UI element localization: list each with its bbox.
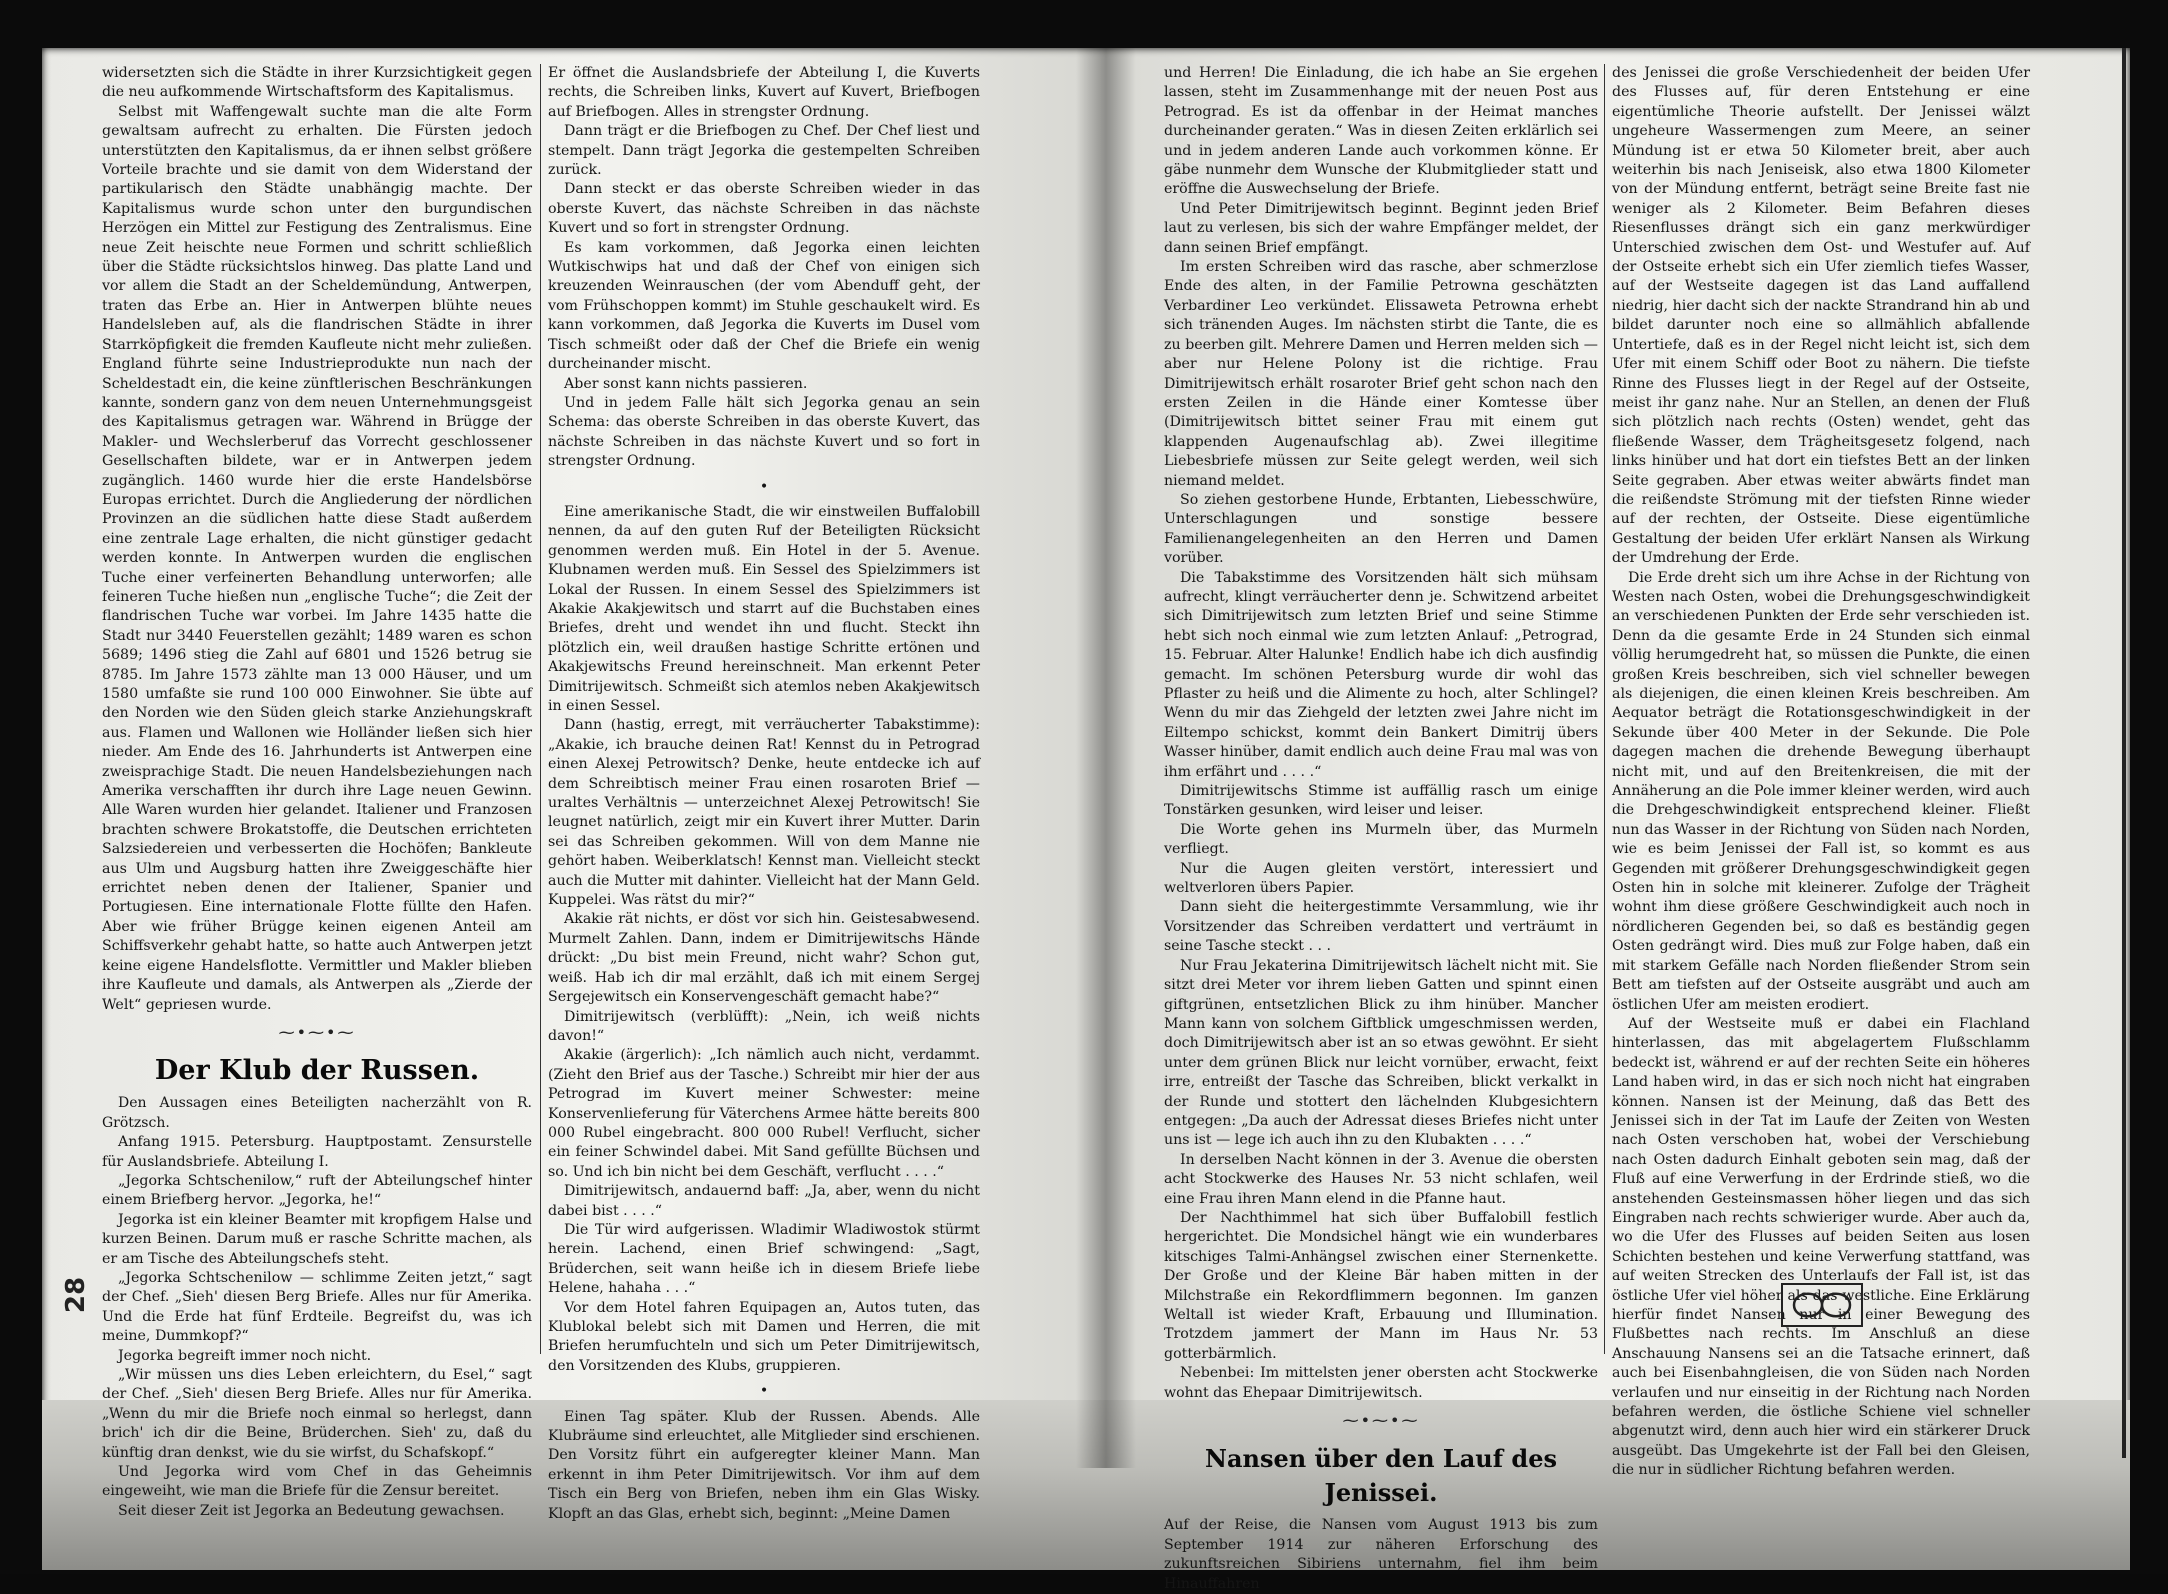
paragraph: So ziehen gestorbene Hunde, Erbtanten, Liebesschwüre, Unterschlagungen und sonstige bessere Familienangelegenheiten an den Herren und Damen vorüber. — [1164, 491, 1598, 567]
column-rule — [540, 64, 541, 1354]
paragraph: Auf der Westseite muß er dabei ein Flachland hinterlassen, das mit abgelagertem Flußschlamm bedeckt ist, während er auf der rechten Seite ein höheres Land haben wird, in das er sich noch nicht hat eingraben können. Nansen ist der Meinung, daß das Bett des Jenissei sich in der Tat im Laufe der Zeiten von Westen nach Osten verschoben hat, wobei der Verschiebung nach Osten dadurch Einhalt geboten sein mag, daß der Fluß auf eine Verwerfung in der Erdrinde stieß, wo die anstehenden Gesteinsmassen höher liegen und das sich Eingraben nach rechts schwieriger wurde. Aber auch da, wo die Ufer des Flusses auf beiden Seiten aus losen Schichten bestehen und keine Verwerfung stattfand, was auf weiten Strecken des Unterlaufs der Fall ist, ist das östliche Ufer viel höher als das westliche. Eine Erklärung hierfür findet Nansen nur in einer Bewegung des Flußbettes nach rechts. Im Anschluß an diese Anschauung Nansens sei an die Tatsache erinnert, daß auch bei Eisenbahngleisen, die von Süden nach Norden verlaufen und nur einseitig in der Richtung nach Norden befahren werden, die östliche Schiene viel schneller abgenutzt wird, denn auch hier wird ein stärkerer Druck ausgeübt. Das Umgekehrte ist der Fall bei den Gleisen, die nur in südlicher Richtung befahren werden. — [1612, 1015, 2030, 1479]
paragraph: Jegorka ist ein kleiner Beamter mit kropfigem Halse und kurzen Beinen. Darum muß er rasche Schritte machen, als er am Tische des Abteilungschefs steht. — [102, 1211, 532, 1267]
knot-ornament-icon — [1780, 1282, 1864, 1328]
paragraph: Und in jedem Falle hält sich Jegorka genau an sein Schema: das oberste Schreiben in das oberste Kuvert, das nächste Schreiben in das nächste Kuvert und so fort in strengster Ordnung. — [548, 394, 980, 470]
paragraph: Er öffnet die Auslandsbriefe der Abteilung I, die Kuverts rechts, die Schreiben links, Kuvert auf Kuvert, Briefbogen auf Briefbogen. Alles in strengster Ordnung. — [548, 65, 980, 120]
paragraph: Eine amerikanische Stadt, die wir einstweilen Buffalobill nennen, da auf den guten Ruf der Beteiligten Rücksicht genommen werden muß. Ein Hotel in der 5. Avenue. Klubnamen werden muß. Ein Sessel des Spielzimmers ist Lokal der Russen. In einem Sessel des Spielzimmers ist Akakie Akakjewitsch und starrt auf die Buchstaben eines Briefes, dreht und wendet ihn und flucht. Steckt ihn plötzlich ein, weil draußen hastige Schritte ertönen und Akakjewitschs Freund hereinschneit. Man erkennt Peter Dimitrijewitsch. Schmeißt sich atemlos neben Akakjewitsch in einen Sessel. — [548, 503, 980, 714]
paragraph: Seit dieser Zeit ist Jegorka an Bedeutung gewachsen. — [118, 1502, 505, 1519]
paragraph: Und Jegorka wird vom Chef in das Geheimnis eingeweiht, wie man die Briefe für die Zensur bereitet. — [102, 1464, 532, 1500]
col3-article — [1164, 1516, 1598, 1594]
column-2 — [548, 64, 980, 1522]
paragraph: Und Peter Dimitrijewitsch beginnt. Beginnt jeden Brief laut zu verlesen, bis sich der wahre Empfänger meldet, der dann seinen Brief empfängt. — [1164, 200, 1598, 256]
paragraph: Selbst mit Waffengewalt suchte man die alte Form gewaltsam aufrecht zu erhalten. Die Fürsten jedoch unterstützten den Kapitalismus, da er ihnen selbst größere Vorteile brachte und sie damit von dem Widerstand der partikularisch den Städte unabhängig machte. Der Kapitalismus wurde schon unter den burgundischen Herzögen ein Mittel zur Festigung des Zentralismus. Eine neue Zeit heischte neue Formen und schritt schließlich über die Städte rücksichtslos hinweg. Das platte Land und vor allem die Stadt an der Scheldemündung, Antwerpen, traten das Erbe an. Hier in Antwerpen blühte neues Handelsleben auf, als die flandrischen Städte in ihrer Starrköpfigkeit die fremden Kaufleute nicht mehr zuließen. England führte seine Industrieprodukte nun nach der Scheldestadt ein, die keine zünftlerischen Beschränkungen kannte, sondern ganz von dem neuen Unternehmungsgeist des Kapitalismus getragen war. Während in Brügge der Makler- und Wechslerberuf das Vorrecht geschlossener Gesellschaften bildete, war er in Antwerpen jedem zugänglich. 1460 wurde hier die erste Handelsbörse Europas errichtet. Durch die Angliederung der nördlichen Provinzen an die südlichen hatte diese Stadt außerdem eine zentrale Lage erhalten, die nicht günstiger gedacht werden konnte. In Antwerpen wurden die englischen Tuche einer verfeinerten Behandlung unterworfen; alle feineren Tuche hießen nun „englische Tuche“; die Zeit der flandrischen Tuche war vorbei. Im Jahre 1435 hatte die Stadt nur 3440 Feuerstellen gezählt; 1489 waren es schon 5689; 1496 stieg die Zahl auf 6801 und 1526 betrug sie 8785. Im Jahre 1573 zählte man 13 000 Häuser, und um 1580 umfaßte sie rund 100 000 Einwohner. Sie übte auf den Norden wie den Süden gleich starke Anziehungskraft aus. Flamen und Wallonen wie Holländer ließen sich hier nieder. Am Ende des 16. Jahrhunderts ist Antwerpen eine zweisprachige Stadt. Die neuen Handelsbeziehungen nach Amerika verschafften ihr durch ihre Lage neuen Gewinn. Alle Waren wurden hier gelandet. Italiener und Franzosen brachten schwere Brokatstoffe, die Deutschen errichteten Salzsiedereien und verbesserten die Hochöfen; Bankleute aus Ulm und Augsburg hatten ihre Zweiggeschäfte hier errichtet neben denen der Italiener, Spanier und Portugiesen. Eine internationale Flotte füllte den Hafen. Aber wie früher Brügge keinen eigenen Anteil am Schiffsverkehr gehabt hatte, so hatte auch Antwerpen jetzt keine eigene Handelsflotte. Vermittler und Makler blieben ihre Kaufleute und damals, als Antwerpen als „Zierde der Welt“ gepriesen wurde. — [102, 103, 532, 1013]
paragraph: Auf der Reise, die Nansen vom August 1913 bis zum September 1914 zur näheren Erforschung des zukunftsreichen Sibiriens unternahm, fiel ihm beim Hinauffahren — [1164, 1517, 1598, 1592]
paragraph: Die Tür wird aufgerissen. Wladimir Wladiwostok stürmt herein. Lachend, einen Brief schwingend: „Sagt, Brüderchen, seit wann heiße ich in diesem Briefe liebe Helene, hahaha . . .“ — [548, 1221, 980, 1297]
column-3 — [1164, 64, 1598, 1592]
paragraph: Der Nachthimmel hat sich über Buffalobill festlich hergerichtet. Die Mondsichel hängt wie ein wunderbares kitschiges Talmi-Anhängsel zwischen einer Sternenkette. Der Große und der Kleine Bär haben mitten in der Milchstraße ein Rekordflimmern begonnen. Im ganzen Weltall ist wieder Kraft, Erbauung und Illumination. Trotzdem jammert der Mann im Haus Nr. 53 gotterbärmlich. — [1164, 1209, 1598, 1362]
paragraph: widersetzten sich die Städte in ihrer Kurzsichtigkeit gegen die neu aufkommende Wirtschaftsform des Kapitalismus. — [102, 65, 532, 101]
paragraph: und Herren! Die Einladung, die ich habe an Sie ergehen lassen, steht im Zusammenhange mit der neuen Post aus Petrograd. Es ist da offenbar in der Heimat manches durcheinander geraten.“ Was in diesen Zeiten erklärlich sei und in jedem anderen Lande auch vorkommen könne. Er gäbe nunmehr dem Wunsche der Klubmitglieder statt und eröffne die Auswechselung der Briefe. — [1164, 65, 1598, 198]
paragraph: Dann steckt er das oberste Schreiben wieder in das oberste Kuvert, das nächste Schreiben in das nächste Kuvert und so fort in strengster Ordnung. — [548, 181, 980, 237]
col4-text — [1612, 64, 2030, 1481]
paragraph: Aber sonst kann nichts passieren. — [564, 375, 808, 392]
paragraph: Nur die Augen gleiten verstört, interessiert und weltverloren übers Papier. — [1164, 860, 1598, 897]
paragraph: Dann sieht die heitergestimmte Versammlung, wie ihr Vorsitzender das Schreiben verdattert und verträumt in seine Tasche steckt . . . — [1164, 899, 1598, 955]
paragraph: Die Worte gehen ins Murmeln über, das Murmeln verfliegt. — [1164, 821, 1598, 858]
paragraph: Nebenbei: Im mittelsten jener obersten acht Stockwerke wohnt das Ehepaar Dimitrijewitsch. — [1164, 1365, 1598, 1401]
paragraph: • — [759, 1383, 769, 1400]
article-headline: Der Klub der Russen. — [154, 1055, 480, 1087]
column-4 — [1612, 64, 2030, 1479]
paragraph: Einen Tag später. Klub der Russen. Abends. Alle Klubräume sind erleuchtet, alle Mitglieder sind erschienen. Den Vorsitz führt ein aufgeregter kleiner Mann. Man erkennt in ihm Peter Dimitrijewitsch. Vor ihm auf dem Tisch ein Berg von Briefen, neben ihm ein Glas Wisky. Klopft an das Glas, erhebt sich, beginnt: „Meine Damen — [548, 1408, 980, 1522]
column-1 — [102, 64, 532, 1519]
col1-intro — [102, 64, 532, 1015]
paragraph: des Jenissei die große Verschiedenheit der beiden Ufer des Flusses auf, für deren Entstehung er eine eigentümliche Theorie aufstellt. Der Jenissei wälzt ungeheure Wassermengen zum Meere, an seiner Mündung ist er etwa 50 Kilometer breit, aber auch weiterhin bis nach Jeniseisk, also etwa 1800 Kilometer von der Mündung entfernt, beträgt seine Breite fast nie weniger als 2 Kilometer. Beim Befahren dieses Riesenflusses drängt sich ein ganz merkwürdiger Unterschied zwischen dem Ost- und Westufer auf. Auf der Ostseite erhebt sich ein Ufer ziemlich tiefes Wasser, auf der Westseite dagegen ist das Land auffallend niedrig, hier dacht sich der nackte Strandrand hin ab und bildet darunter noch eine so allmählich abfallende Untertiefe, daß es in der Regel nicht leicht ist, sich dem Ufer mit einem Schiff oder Boot zu nähern. Die tiefste Rinne des Flusses liegt in der Regel auf der Ostseite, meist ihr ganz nahe. Nur an Stellen, an denen der Fluß sich plötzlich nach rechts (Osten) wendet, geht das fließende Wasser, dem Trägheitsgesetz folgend, nach links hinüber und hat dort ein tiefstes Bett an der linken Seite gegraben. Aber etwas weiter abwärts findet man die reißendste Strömung mit der tiefsten Rinne wieder auf der rechten, der Ostseite. Diese eigentümliche Gestaltung der beiden Ufer erklärt Nansen als Wirkung der Umdrehung der Erde. — [1612, 65, 2030, 567]
paragraph: Jegorka begreift immer noch nicht. — [118, 1347, 372, 1364]
paragraph: „Jegorka Schtschenilow — schlimme Zeiten jetzt,“ sagt der Chef. „Sieh' diesen Berg Briefe. Alles nur für Amerika. Und die Erde hat fünf Erdteile. Begreifst du, was ich meine, Dummkopf?“ — [102, 1269, 532, 1345]
paragraph: • — [759, 478, 769, 495]
paragraph: Dimitrijewitsch (verblüfft): „Nein, ich weiß nichts davon!“ — [548, 1008, 980, 1044]
article-byline: Den Aussagen eines Beteiligten nacherzählt von R. Grötzsch. — [102, 1095, 532, 1131]
column-rule — [1604, 64, 1605, 1354]
col1-article — [102, 1133, 532, 1521]
article-headline: Nansen über den Lauf des Jenissei. — [1205, 1444, 1557, 1508]
paragraph: Vor dem Hotel fahren Equipagen an, Autos tuten, das Klublokal belebt sich mit Damen und Herren, die mit Briefen herumfuchteln und sich um Peter Dimitrijewitsch, den Vorsitzenden des Klubs, gruppieren. — [548, 1299, 980, 1374]
paragraph: „Jegorka Schtschenilow,“ ruft der Abteilungschef hinter einem Briefberg hervor. „Jegorka, he!“ — [102, 1172, 532, 1209]
right-border — [2122, 48, 2126, 1458]
paragraph: In derselben Nacht können in der 3. Avenue die obersten acht Stockwerke des Hauses Nr. 53 nicht schlafen, weil eine Frau ihren Mann elend in die Pfanne haut. — [1164, 1151, 1598, 1207]
paragraph: Die Erde dreht sich um ihre Achse in der Richtung von Westen nach Osten, wobei die Drehungsgeschwindigkeit an verschiedenen Punkten der Erde sehr verschieden ist. Denn da die gesamte Erde in 24 Stunden sich einmal völlig herumgedreht hat, so müssen die Punkte, die einen großen Kreis beschreiben, sich viel schneller bewegen als diejenigen, die einen kleinen Kreis beschreiben. Am Aequator beträgt die Rotationsgeschwindigkeit in der Sekunde über 400 Meter in der Sekunde. Die Pole dagegen machen die drehende Bewegung überhaupt nicht mit, und auf den Breitenkreisen, die mit der Annäherung an die Pole immer kleiner werden, wird auch die Drehgeschwindigkeit entsprechend kleiner. Fließt nun das Wasser in der Richtung von Süden nach Norden, wie es beim Jenissei der Fall ist, so kommt es aus Gegenden mit größerer Drehungsgeschwindigkeit gegen Osten hin in solche mit kleinerer. Zufolge der Trägheit wohnt ihm diese größere Geschwindigkeit auch noch in nördlicheren Gegenden bei, so daß es beständig gegen Osten gedrängt wird. Dies muß zur Folge haben, daß ein mit starkem Gefälle nach Norden fließender Strom sein Bett am tiefsten auf der Ostseite ausgräbt und auch am östlichen Ufer am meisten erodiert. — [1612, 569, 2030, 1013]
paragraph: Akakie (ärgerlich): „Ich nämlich auch nicht, verdammt. (Zieht den Brief aus der Tasche.) Schreibt mir hier der aus Petrograd im Kuvert meiner Schwester: meine Konservenlieferung für Väterchens Armee hätte bereits 800 000 Rubel eingebracht. 800 000 Rubel! Verflucht, sicher ein feiner Schwindel dabei. Mit Sand gefüllte Büchsen und so. Und ich bin nicht bei dem Geschäft, verflucht . . . .“ — [548, 1047, 980, 1180]
paragraph: Im ersten Schreiben wird das rasche, aber schmerzlose Ende des alten, in der Familie Petrowna geschätzten Verbardiner Leo verkündet. Elissaweta Petrowna erhebt sich tränenden Auges. Im nächsten stirbt die Tante, die es zu beerben gilt. Mehrere Damen und Herren melden sich — aber nur Helene Polony ist die richtige. Frau Dimitrijewitsch erhält rosaroter Brief geht schon nach den ersten Zeilen in die Hände einer Komtesse über (Dimitrijewitsch bittet seiner Frau mit einem gut klappenden Augenaufschlag ab). Zwei illegitime Liebesbriefe müssen zur Seite gelegt werden, weil sich niemand meldet. — [1164, 259, 1598, 489]
page-number: 28 — [61, 1276, 92, 1314]
paragraph: Dimitrijewitschs Stimme ist auffällig rasch um einige Tonstärken gesunken, wird leiser und leiser. — [1164, 783, 1598, 819]
ornament-divider: ⁓•⁓•⁓ — [1342, 1411, 1420, 1431]
paragraph: Die Tabakstimme des Vorsitzenden hält sich mühsam aufrecht, klingt verräucherter denn je. Schwitzend arbeitet sich Dimitrijewitsch zum letzten Brief und seine Stimme hebt sich noch einmal wie zum letzten Anlauf: „Petrograd, 15. Februar. Alter Halunke! Endlich habe ich dich ausfindig gemacht. Im schönen Petersburg wurde dir wohl das Pflaster zu heiß und die Alimente zu hoch, alter Schlingel? Wenn du mir das Ziehgeld der letzten zwei Jahre nicht im Eiltempo schickst, kommt dein Bankert Dimitrij übers Wasser hinüber, damit endlich auch deine Frau mal was von ihm erfährt und . . . .“ — [1164, 569, 1598, 780]
paragraph: Dann trägt er die Briefbogen zu Chef. Der Chef liest und stempelt. Dann trägt Jegorka die gestempelten Schreiben zurück. — [548, 123, 980, 179]
center-gutter — [1076, 48, 1136, 1468]
paragraph: Dimitrijewitsch, andauernd baff: „Ja, aber, wenn du nicht dabei bist . . . .“ — [548, 1183, 980, 1219]
paragraph: Anfang 1915. Petersburg. Hauptpostamt. Zensurstelle für Auslandsbriefe. Abteilung I. — [102, 1134, 532, 1170]
ornament-divider: ⁓•⁓•⁓ — [278, 1022, 356, 1042]
col3-text — [1164, 64, 1598, 1403]
col2-text — [548, 64, 980, 1524]
paragraph: „Wir müssen uns dies Leben erleichtern, du Esel,“ sagt der Chef. „Sieh' diesen Berg Briefe. Alles nur für Amerika. „Wenn du mir die Briefe noch einmal so herlegst, dann brich' ich dir die Beine, Brüderchen. Sieh' zu, daß du künftig dran denkst, wie du sie wirfst, du Schafskopf.“ — [102, 1367, 532, 1461]
paragraph: Dann (hastig, erregt, mit verräucherter Tabakstimme): „Akakie, ich brauche deinen Rat! Kennst du in Petrograd einen Alexej Petrowitsch? Denke, heute entdecke ich auf dem Schreibtisch meiner Frau einen rosaroten Brief — uraltes Verhältnis — unterzeichnet Alexej Petrowitsch! Sie leugnet natürlich, zeigt mir ein Kuvert ihrer Mutter. Darin sei das Schreiben gekommen. Will von dem Manne nie gehört haben. Weiberklatsch! Kennst man. Vielleicht steckt auch die Mutter mit dahinter. Vielleicht hat der Mann Geld. Kuppelei. Was rätst du mir?“ — [548, 717, 980, 909]
paragraph: Es kam vorkommen, daß Jegorka einen leichten Wutkischwips hat und daß der Chef von einigen sich kreuzenden Weinrauschen (der vom Abenduff geht, der vom Frühschoppen kommt) im Stuhle geschaukelt wird. Es kann vorkommen, daß Jegorka die Kuverts im Dusel vom Tisch schmeißt oder daß der Chef die Briefe ein wenig durcheinander mischt. — [548, 239, 980, 373]
paragraph: Nur Frau Jekaterina Dimitrijewitsch lächelt nicht mit. Sie sitzt drei Meter vor ihrem lieben Gatten und spinnt einen giftgrünen, entsetzlichen Blick zu ihm hinüber. Mancher Mann kann von solchem Giftblick umgeschmissen werden, doch Dimitrijewitsch aber ist an so etwas gewöhnt. Er sieht unter dem grünen Blick nur leicht vornüber, erwacht, feixt irre, entreißt der Tasche das Schreiben, blickt verkalkt in der Runde und stottert den lächelnden Klubgesichtern entgegen: „Da auch der Adressat dieses Briefes nicht unter uns ist — lege ich auch ihn zu den Klubakten . . . .“ — [1164, 957, 1598, 1149]
paragraph: Akakie rät nichts, er döst vor sich hin. Geistesabwesend. Murmelt Zahlen. Dann, indem er Dimitrijewitschs Hände drückt: „Du bist mein Freund, nicht wahr? Schon gut, weiß. Hab ich dir mal erzählt, daß ich mit einem Sergej Sergejewitsch ein Konservengeschäft gemacht habe?“ — [548, 911, 980, 1006]
